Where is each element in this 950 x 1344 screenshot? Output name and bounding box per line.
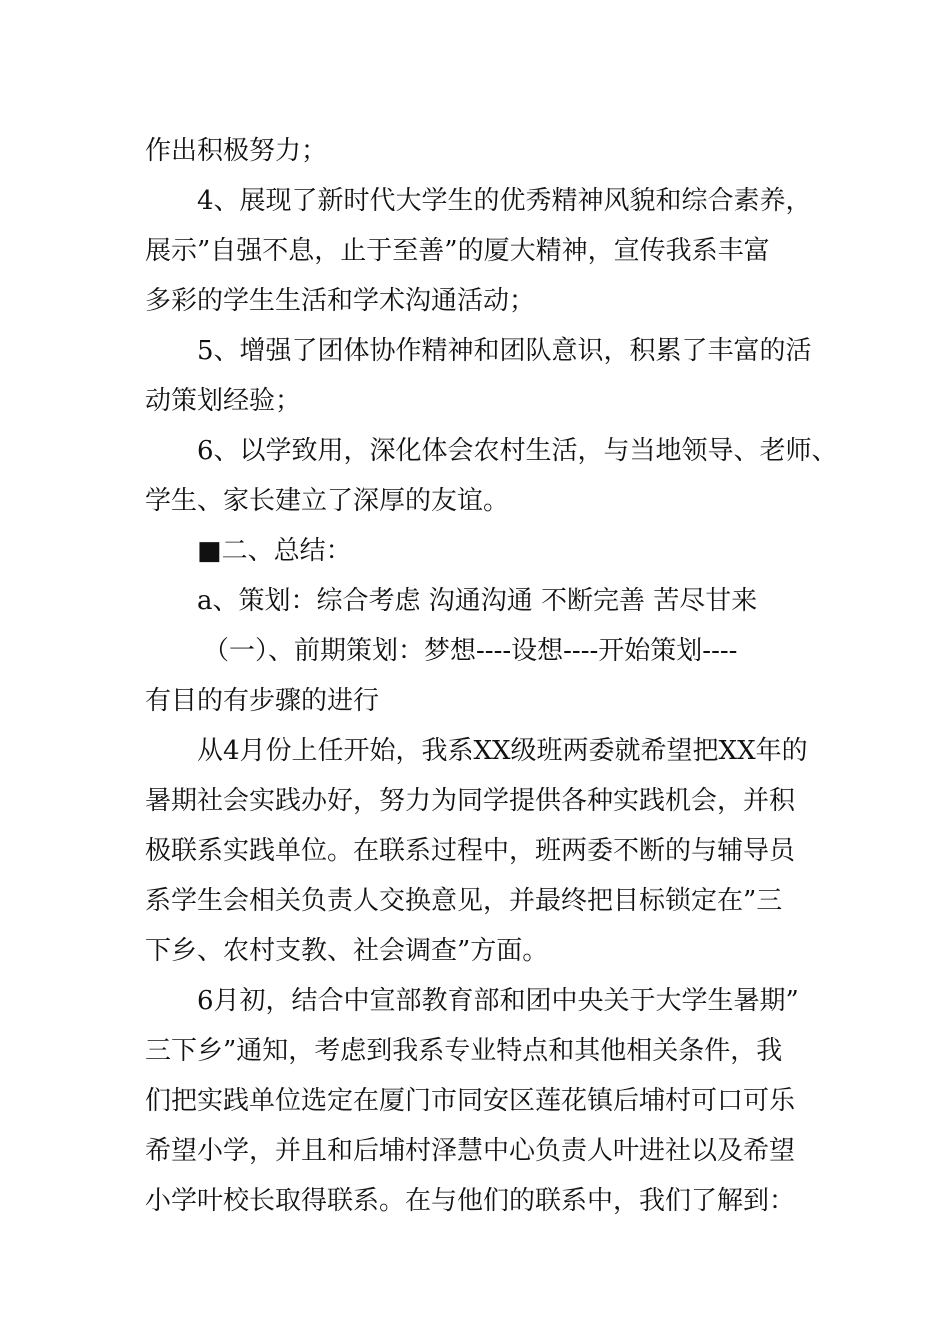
text-line: 4、展现了新时代大学生的优秀精神风貌和综合素养， (197, 186, 812, 216)
document-body (145, 126, 838, 1226)
subsection-heading: （一）、前期策划：梦想----设想----开始策划---- (203, 636, 738, 666)
text-line: 有目的有步骤的进行 (145, 686, 380, 716)
text-line: a、策划：综合考虑 沟通沟通 不断完善 苦尽甘来 (197, 586, 758, 616)
text-line: 6、以学致用，深化体会农村生活，与当地领导、老师、 (197, 436, 838, 466)
text-line: 作出积极努力； (145, 136, 328, 166)
text-line: 暑期社会实践办好，努力为同学提供各种实践机会，并积 (145, 786, 796, 816)
section-heading: ■二、总结： (197, 536, 352, 566)
text-line: 们把实践单位选定在厦门市同安区莲花镇后埔村可口可乐 (145, 1086, 796, 1116)
text-line: 下乡、农村支教、社会调查”方面。 (145, 936, 549, 966)
text-line: 多彩的学生生活和学术沟通活动； (145, 286, 536, 316)
text-line: 6月初，结合中宣部教育部和团中央关于大学生暑期” (197, 986, 799, 1016)
text-line: 动策划经验； (145, 386, 302, 416)
text-line: 展示”自强不息，止于至善”的厦大精神，宣传我系丰富 (145, 236, 770, 266)
text-line: 极联系实践单位。在联系过程中，班两委不断的与辅导员 (145, 836, 796, 866)
text-line: 三下乡”通知，考虑到我系专业特点和其他相关条件，我 (145, 1036, 783, 1066)
text-line: 希望小学，并且和后埔村泽慧中心负责人叶进社以及希望 (145, 1136, 796, 1166)
text-line: 系学生会相关负责人交换意见，并最终把目标锁定在”三 (145, 886, 783, 916)
text-line: 从4月份上任开始，我系XX级班两委就希望把XX年的 (197, 736, 808, 766)
text-line: 5、增强了团体协作精神和团队意识，积累了丰富的活 (197, 336, 812, 366)
text-line: 小学叶校长取得联系。在与他们的联系中，我们了解到： (145, 1186, 796, 1216)
text-line: 学生、家长建立了深厚的友谊。 (145, 486, 510, 516)
